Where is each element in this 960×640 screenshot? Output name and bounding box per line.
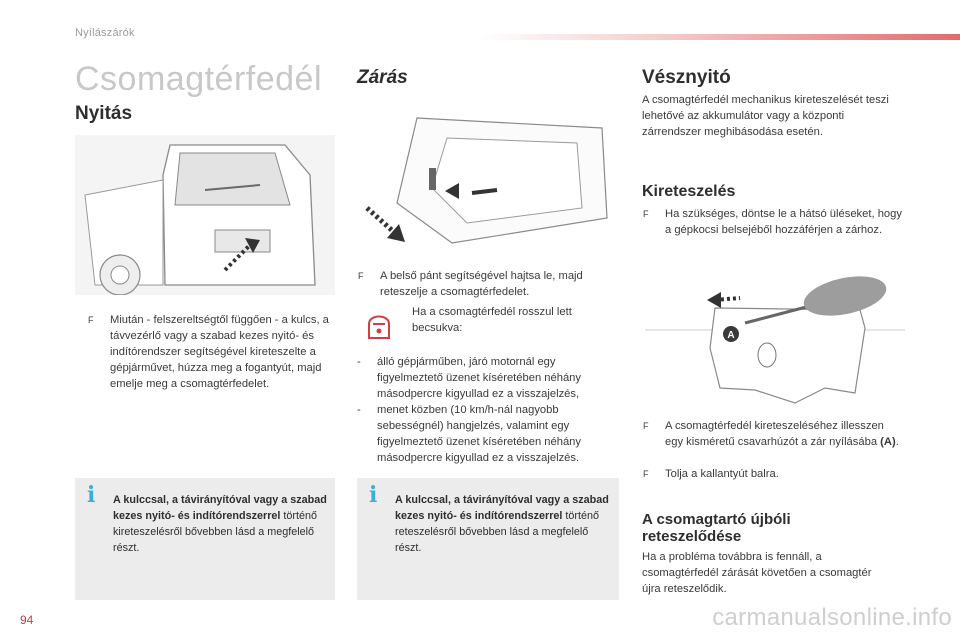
opening-instruction — [88, 312, 343, 392]
bullet-marker: F — [643, 209, 649, 219]
lock-mechanism-illustration — [645, 268, 905, 410]
warning-text: Ha a csomagtérfedél rosszul lett becsukva: — [412, 306, 572, 334]
bullet-marker: F — [88, 315, 94, 325]
dash-marker: - — [357, 404, 361, 416]
bullet-marker: F — [643, 469, 649, 479]
screwdriver-lock-drawing — [645, 268, 905, 410]
screwdriver-text-end: . — [895, 436, 899, 448]
unlocking-step-seats-text: Ha szükséges, döntse le a hátsó üléseket, hogy a gépkocsi belsejéből hozzáférjen a zárhoz. — [665, 208, 902, 236]
tailgate-interior-drawing — [357, 108, 619, 256]
opening-text: Miután - felszereltségtől függően - a kulcs, a távvezérlő vagy a szabad kezes nyitó- és indítórendszer segítségével kireteszelte a gépjárművet, húzza meg a fogantyút, majd emelje meg a csomagtérfedelet. — [110, 314, 329, 390]
heading-opening: Nyitás — [75, 103, 133, 124]
info-rest-locking: történő reteszelésről bővebben lásd a megfelelő részt. — [395, 510, 600, 554]
page-number: 94 — [20, 613, 34, 627]
relocking-text: Ha a probléma továbbra is fennáll, a csomagtérfedél zárását követően a csomagtér újra reteszelődik. — [642, 551, 872, 595]
closing-instruction — [358, 268, 620, 300]
header-accent-line — [480, 34, 960, 40]
info-bold-locking: A kulccsal, a távirányítóval vagy a szabad kezes nyitó- és indítórendszerrel — [395, 494, 609, 522]
emergency-intro: A csomagtérfedél mechanikus kireteszelését teszi lehetővé az akkumulátor vagy a központi zárrendszer meghibásodása esetén. — [642, 94, 889, 138]
info-text-locking — [395, 492, 611, 556]
info-icon: i — [87, 482, 96, 508]
page-title: Csomagtérfedél — [75, 60, 323, 98]
info-box-locking — [357, 478, 619, 600]
dash-marker: - — [357, 356, 361, 368]
screwdriver-text-ref: (A) — [880, 436, 896, 448]
screwdriver-text-main: A csomagtérfedél kireteszeléséhez illesszen egy kisméretű csavarhúzót a zár nyílásába — [665, 420, 884, 448]
info-rest-unlocking: történő kireteszelésről bővebben lásd a megfelelő részt. — [113, 510, 318, 554]
warning-condition-stationary-text: álló gépjárműben, járó motornál egy figyelmeztető üzenet kíséretében néhány másodpercre kigyullad ez a visszajelzés, — [377, 356, 581, 400]
bullet-marker: F — [358, 271, 364, 281]
heading-emergency-release: Vésznyitó — [642, 67, 731, 88]
warning-condition-stationary — [357, 354, 619, 402]
watermark: carmanualsonline.info — [712, 604, 952, 631]
warning-condition-moving-text: menet közben (10 km/h-nál nagyobb sebességnél) hangjelzés, valamint egy figyelmeztető üzenet kíséretében néhány másodpercre kigyullad ez a visszajelzés. — [377, 404, 581, 464]
unlocking-step-screwdriver-text — [665, 418, 905, 450]
van-rear-drawing — [75, 135, 335, 295]
bullet-marker: F — [643, 421, 649, 431]
info-icon: i — [369, 482, 378, 508]
unlocking-step-screwdriver — [643, 418, 905, 450]
info-text-unlocking — [113, 492, 327, 556]
heading-relocking: A csomagtartó újbóli reteszelődése — [642, 511, 791, 545]
heading-unlocking: Kireteszelés — [642, 183, 736, 200]
label-a: A — [727, 330, 735, 341]
info-bold-unlocking: A kulccsal, a távirányítóval vagy a szabad kezes nyitó- és indítórendszerrel — [113, 494, 327, 522]
heading-closing: Zárás — [357, 67, 408, 88]
closing-illustration — [357, 108, 619, 256]
section-label: Nyílászárók — [75, 27, 135, 39]
warning-condition-moving — [357, 402, 619, 466]
unlocking-step-lever — [643, 466, 905, 482]
unlocking-step-seats — [643, 206, 905, 238]
van-rear-illustration — [75, 135, 335, 295]
info-box-unlocking — [75, 478, 335, 600]
closing-text: A belső pánt segítségével hajtsa le, majd reteszelje a csomagtérfedelet. — [380, 270, 583, 298]
open-tailgate-warning-icon — [365, 308, 393, 344]
unlocking-step-lever-text: Tolja a kallantyút balra. — [665, 468, 779, 480]
